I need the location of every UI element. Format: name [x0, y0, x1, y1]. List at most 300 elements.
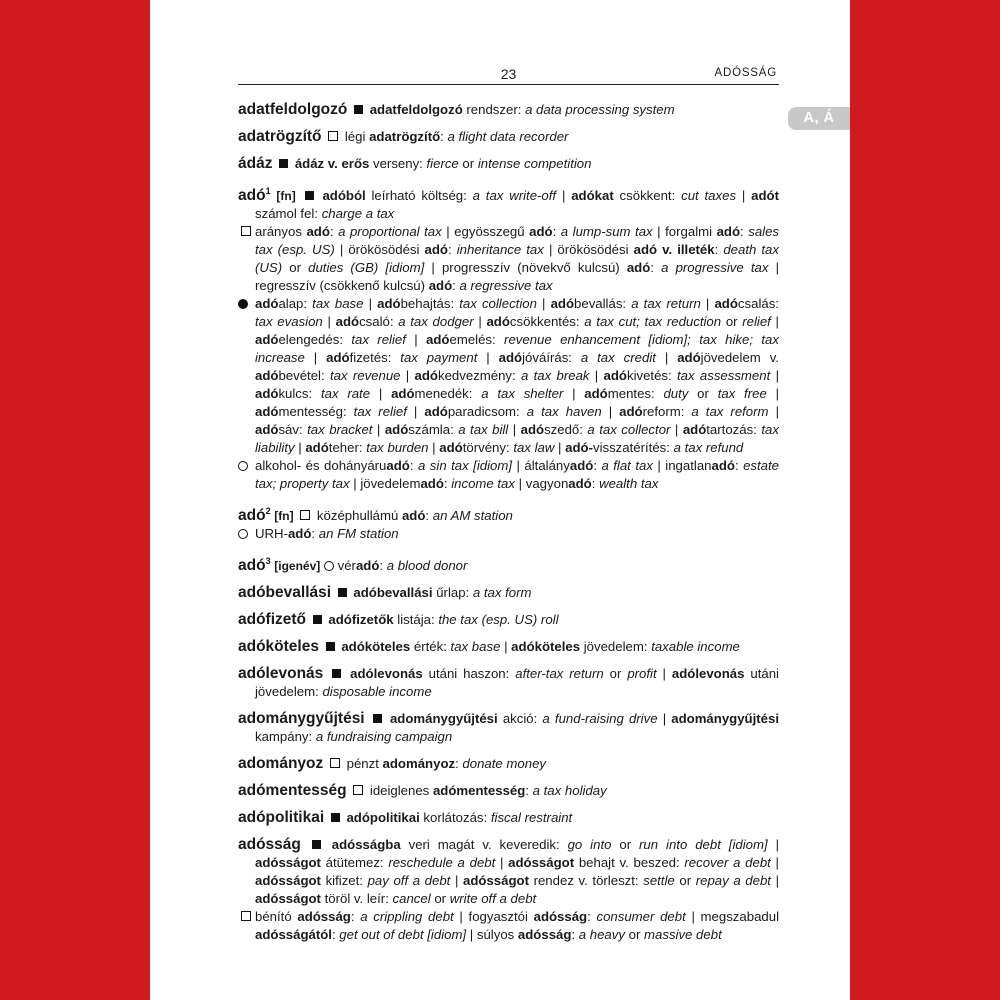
translation: a flat tax — [601, 458, 653, 474]
translation: tax liability — [255, 422, 779, 456]
text: : — [331, 927, 340, 943]
headword — [238, 638, 319, 655]
text: | — [363, 296, 378, 312]
text: | forgalmi — [652, 224, 717, 240]
translation: relief — [742, 314, 771, 330]
text: | — [556, 188, 572, 204]
text: : — [409, 458, 418, 474]
bold-term: adó — [603, 368, 627, 384]
translation: tax burden — [366, 440, 429, 456]
headword — [238, 101, 347, 118]
filled-square-icon — [326, 642, 335, 651]
filled-square-icon — [313, 615, 322, 624]
translation: a tax reform — [691, 404, 769, 420]
open-dot-icon — [238, 529, 248, 539]
dictionary-entry — [238, 611, 779, 629]
text: jóváírás: — [522, 350, 581, 366]
page-number: 23 — [500, 66, 517, 82]
dictionary-entry — [238, 710, 779, 746]
text: mentesség: — [278, 404, 354, 420]
translation: reschedule a debt — [388, 855, 496, 871]
text: | — [405, 332, 427, 348]
headword — [238, 836, 301, 853]
text: | — [500, 639, 512, 655]
entry-line — [238, 552, 779, 575]
bold-term: adósságától — [255, 927, 332, 943]
part-of-speech-label: [fn] — [276, 189, 296, 204]
bold-term: adó — [716, 224, 741, 240]
text: csökkent: — [613, 188, 682, 204]
thumb-index-tab[interactable]: A, Á — [788, 107, 850, 130]
bold-term: adósságot — [255, 855, 321, 871]
text: átütemez: — [320, 855, 389, 871]
entry-line — [238, 809, 779, 827]
headword-text: adó — [238, 507, 266, 525]
headword — [238, 128, 322, 145]
translation: a tax form — [472, 585, 532, 601]
text: ideiglenes — [369, 783, 433, 799]
text: | vagyon — [515, 476, 569, 492]
text: | — [477, 350, 499, 366]
headword-text: adóbevallási — [238, 584, 332, 602]
filled-square-icon — [279, 159, 288, 168]
bold-term: adó — [529, 224, 553, 240]
text: légi — [344, 129, 370, 144]
headword-text: adópolitikai — [238, 809, 325, 827]
bold-term: adó — [391, 386, 415, 402]
translation: tax assessment — [677, 368, 771, 384]
translation: charge a tax — [321, 206, 395, 222]
dictionary-entry — [238, 782, 779, 800]
bold-term: adó — [335, 314, 360, 330]
bold-term: adó — [377, 296, 401, 312]
filled-square-icon — [338, 588, 347, 597]
text: : — [525, 783, 533, 799]
bold-term: adósság — [297, 909, 351, 925]
text: kivetés: — [626, 368, 677, 384]
dictionary-entry — [238, 755, 779, 773]
bold-term: adósság — [517, 927, 572, 943]
headword-text: adólevonás — [238, 665, 324, 683]
text: or — [458, 156, 478, 171]
bold-term: adó — [426, 332, 450, 348]
text: | — [767, 837, 779, 853]
translation: a flight data recorder — [447, 129, 569, 144]
text: | — [770, 873, 779, 889]
bold-term: adósságot — [463, 873, 529, 889]
text: or — [674, 873, 696, 889]
text: | — [428, 440, 440, 456]
open-square-icon — [241, 911, 251, 921]
translation: a tax holiday — [532, 783, 607, 799]
text: rendszer: — [462, 102, 526, 117]
text: | — [736, 188, 752, 204]
translation: donate money — [462, 756, 547, 772]
filled-square-icon — [373, 714, 382, 723]
translation: an FM station — [318, 526, 399, 542]
translation: a tax cut; tax reduction — [584, 314, 722, 330]
text: pénzt — [346, 756, 383, 772]
bold-term: adó — [550, 296, 575, 312]
translation: run into debt [idiom] — [639, 837, 768, 853]
text: : — [329, 224, 339, 240]
bold-term: adómentesség — [432, 783, 526, 799]
dictionary-entry — [238, 128, 779, 146]
headword — [238, 557, 271, 574]
headword-text: adósság — [238, 836, 301, 854]
translation: a tax bill — [458, 422, 509, 438]
text: or — [611, 837, 640, 853]
text: | — [700, 296, 715, 312]
translation: a tax return — [631, 296, 701, 312]
text: számla: — [408, 422, 459, 438]
translation: a tax haven — [526, 404, 602, 420]
translation: estate tax; property tax — [255, 458, 780, 492]
dictionary-entries — [238, 101, 779, 953]
translation: a tax refund — [673, 440, 744, 456]
filled-square-icon — [305, 191, 314, 200]
text: | — [670, 422, 683, 438]
text: | — [657, 711, 672, 727]
bold-term: adósságot — [508, 855, 575, 871]
text: : — [440, 129, 448, 144]
dictionary-entry — [238, 665, 779, 701]
translation: consumer debt — [596, 909, 686, 925]
text: verseny: — [369, 156, 427, 171]
bold-term: adólevonás — [350, 666, 423, 682]
bold-term: adó — [569, 458, 594, 474]
bold-term: adó — [255, 296, 279, 312]
translation: tax collection — [459, 296, 537, 312]
bold-term: adópolitikai — [346, 810, 420, 826]
headword — [238, 710, 365, 727]
text: visszatérítés: — [592, 440, 674, 456]
text: kedvezmény: — [437, 368, 521, 384]
headword-text: adóköteles — [238, 638, 319, 656]
line-marker — [238, 525, 255, 543]
homonym-number: 1 — [265, 186, 271, 196]
text: : — [311, 526, 319, 542]
bold-term: adó — [384, 422, 409, 438]
text: | jövedelem — [349, 476, 421, 492]
bold-term: adó — [414, 368, 438, 384]
headword — [238, 755, 323, 772]
bold-term: adósságba — [331, 837, 401, 853]
text: arányos — [255, 224, 307, 240]
open-square-icon — [300, 510, 310, 520]
bold-term: adó — [486, 314, 510, 330]
translation: a heavy — [578, 927, 625, 943]
text: sáv: — [278, 422, 308, 438]
translation: a tax break — [520, 368, 590, 384]
entry-line — [238, 502, 779, 525]
bold-term: adományoz — [382, 756, 456, 772]
bold-term: adó — [677, 350, 701, 366]
translation: death tax (US) — [255, 242, 779, 276]
bold-term: adóbevallási — [353, 585, 433, 601]
translation: tax relief — [353, 404, 407, 420]
text: kifizet: — [320, 873, 368, 889]
translation: a proportional tax — [338, 224, 442, 240]
line-marker — [238, 223, 255, 241]
bold-term: adó — [424, 404, 448, 420]
entry-line — [238, 223, 779, 295]
bold-term: adósságot — [255, 891, 321, 907]
text: : — [455, 756, 463, 772]
bold-term: adó — [520, 422, 545, 438]
text: menedék: — [414, 386, 482, 402]
translation: a fund-raising drive — [542, 711, 658, 727]
text: töröl v. leír: — [320, 891, 393, 907]
translation: tax payment — [400, 350, 478, 366]
open-dot-icon — [324, 561, 334, 571]
line-marker — [238, 457, 255, 475]
bold-term: adó- — [565, 440, 593, 456]
headword — [238, 187, 271, 204]
translation: revenue enhancement [idiom]; tax hike; tax increase — [255, 332, 779, 366]
text: : — [587, 909, 597, 925]
open-dot-icon — [238, 461, 248, 471]
bold-term: adatrögzítő — [369, 129, 441, 144]
translation: tax evasion — [255, 314, 323, 330]
bold-term: adóból — [322, 188, 366, 204]
translation: recover a debt — [684, 855, 771, 871]
text: törvény: — [462, 440, 514, 456]
text: | — [601, 404, 620, 420]
text: | általány — [512, 458, 570, 474]
text: | — [766, 386, 780, 402]
text: | — [372, 422, 385, 438]
bold-term: adatfeldolgozó — [369, 102, 463, 117]
text: | súlyos — [466, 927, 518, 943]
bold-term: adó — [424, 242, 448, 258]
translation: a lump-sum tax — [560, 224, 653, 240]
text: or — [430, 891, 450, 907]
text: | — [294, 440, 306, 456]
text: or — [282, 260, 309, 276]
dictionary-entry — [238, 502, 779, 543]
bold-term: adófizetők — [328, 612, 394, 628]
headword — [238, 611, 306, 628]
text: or — [624, 927, 645, 943]
text: | megszabadul — [685, 909, 779, 925]
bold-term: adó — [682, 422, 707, 438]
text: | — [655, 350, 678, 366]
translation: profit — [627, 666, 657, 682]
translation: a regressive tax — [459, 278, 553, 294]
text: | örökösödési — [543, 242, 634, 258]
text: : — [593, 458, 602, 474]
translation: a progressive tax — [661, 260, 769, 276]
text: | — [406, 404, 425, 420]
text: : — [447, 242, 457, 258]
bold-term: adóköteles — [511, 639, 581, 655]
text: or — [721, 314, 743, 330]
dictionary-entry — [238, 552, 779, 575]
translation: repay a debt — [695, 873, 771, 889]
entry-line — [238, 182, 779, 223]
text: listája: — [393, 612, 439, 628]
bold-term: adó v. illeték — [633, 242, 715, 258]
text: | — [768, 404, 779, 420]
headword — [238, 507, 271, 524]
text: | — [656, 666, 672, 682]
text: korlátozás: — [419, 810, 491, 826]
bold-term: adó — [255, 368, 279, 384]
text: | — [322, 314, 336, 330]
dictionary-entry — [238, 584, 779, 602]
dictionary-entry — [238, 101, 779, 119]
text: kampány: — [255, 729, 316, 745]
bold-term: adó — [255, 422, 279, 438]
text: | progresszív (növekvő kulcsú) — [424, 260, 627, 276]
text: | — [370, 386, 392, 402]
text: or — [603, 666, 628, 682]
text: : — [650, 260, 662, 276]
headword-text: ádáz — [238, 155, 273, 172]
text: | egyösszegű — [441, 224, 530, 240]
text: jövedelem: — [580, 639, 652, 655]
bold-term: adó — [439, 440, 463, 456]
translation: cancel — [392, 891, 431, 907]
text: bevallás: — [574, 296, 632, 312]
translation: a tax write-off — [472, 188, 557, 204]
text: teher: — [328, 440, 367, 456]
headword-text: adó — [238, 187, 266, 205]
headword — [238, 782, 347, 799]
text: | — [304, 350, 327, 366]
text: : — [452, 278, 460, 294]
text: mentes: — [607, 386, 664, 402]
text: leírható költség: — [365, 188, 473, 204]
translation: sales tax (esp. US) — [255, 224, 780, 258]
bold-term: adó — [255, 332, 279, 348]
bold-term: adó — [619, 404, 643, 420]
text: középhullámú — [316, 508, 402, 524]
translation: tax relief — [351, 332, 406, 348]
text: | fogyasztói — [453, 909, 534, 925]
text: | — [554, 440, 566, 456]
text: reform: — [642, 404, 692, 420]
translation: go into — [567, 837, 612, 853]
entry-line — [238, 755, 779, 773]
entry-line — [238, 782, 779, 800]
text: űrlap: — [432, 585, 473, 601]
bold-term: adó — [584, 386, 608, 402]
text: tartozás: — [706, 422, 762, 438]
bold-term: adó — [287, 526, 312, 542]
text: | — [400, 368, 415, 384]
translation: pay off a debt — [367, 873, 451, 889]
text: | — [495, 855, 509, 871]
text: alkohol- és dohányáru — [255, 458, 387, 474]
text: számol fel: — [255, 206, 322, 222]
bold-term: adó — [428, 278, 453, 294]
text: | ingatlan — [652, 458, 712, 474]
text: | — [770, 368, 779, 384]
entry-line — [238, 836, 779, 908]
text: | — [589, 368, 604, 384]
text: utáni jövedelem: — [255, 666, 779, 700]
translation: taxable income — [651, 639, 740, 655]
text: vér — [337, 558, 356, 574]
open-square-icon — [330, 758, 340, 768]
text: érték: — [410, 639, 451, 655]
translation: a tax dodger — [398, 314, 474, 330]
dictionary-entry — [238, 155, 779, 173]
translation: tax base — [312, 296, 364, 312]
running-headword: ADÓSSÁG — [714, 67, 777, 79]
open-square-icon — [328, 131, 338, 141]
text: | — [536, 296, 551, 312]
translation: the tax (esp. US) roll — [438, 612, 559, 628]
entry-line — [238, 638, 779, 656]
translation: settle — [643, 873, 675, 889]
entry-line — [238, 101, 779, 119]
text: csalás: — [737, 296, 779, 312]
headword — [238, 155, 272, 172]
text: : — [443, 476, 452, 492]
translation: an AM station — [432, 508, 513, 524]
filled-square-icon — [332, 669, 341, 678]
text: : — [714, 242, 724, 258]
translation: tax rate — [320, 386, 371, 402]
dictionary-entry — [238, 836, 779, 944]
homonym-number: 3 — [265, 556, 271, 567]
entry-line — [238, 457, 779, 493]
text: behajt v. beszed: — [574, 855, 685, 871]
text: | örökösödési — [334, 242, 425, 258]
translation: a fundraising campaign — [315, 729, 453, 745]
headword — [238, 584, 331, 601]
text: : — [734, 458, 744, 474]
text: akció: — [497, 711, 543, 727]
bold-term: adó — [306, 224, 330, 240]
bold-term: adó — [255, 386, 279, 402]
text: alap: — [278, 296, 313, 312]
bold-term: adó — [386, 458, 410, 474]
text: : — [350, 909, 361, 925]
entry-line — [238, 584, 779, 602]
translation: income tax — [451, 476, 515, 492]
headword — [238, 665, 323, 682]
translation: fierce — [426, 156, 459, 171]
translation: disposable income — [322, 684, 432, 700]
headword-text: adatrögzítő — [238, 128, 322, 145]
translation: a tax credit — [580, 350, 656, 366]
filled-square-icon — [331, 813, 340, 822]
text: | — [450, 873, 464, 889]
headword-text: adó — [238, 557, 266, 575]
bold-term: adót — [751, 188, 779, 204]
bold-term: adóköteles — [341, 639, 411, 655]
text: URH- — [255, 526, 288, 542]
homonym-number: 2 — [265, 506, 271, 517]
bold-term: adó — [568, 476, 592, 492]
filled-square-icon — [312, 840, 321, 849]
translation: inheritance tax — [456, 242, 544, 258]
text: | regresszív (csökkenő kulcsú) — [255, 260, 780, 294]
text: rendez v. törleszt: — [528, 873, 644, 889]
text: | — [473, 314, 487, 330]
headword-text: adatfeldolgozó — [238, 101, 348, 118]
translation: after-tax return — [515, 666, 604, 682]
translation: write off a debt — [449, 891, 537, 907]
open-square-icon — [241, 226, 251, 236]
entry-line — [238, 908, 779, 944]
bold-term: adó — [401, 508, 426, 524]
text: veri magát v. keveredik: — [400, 837, 568, 853]
